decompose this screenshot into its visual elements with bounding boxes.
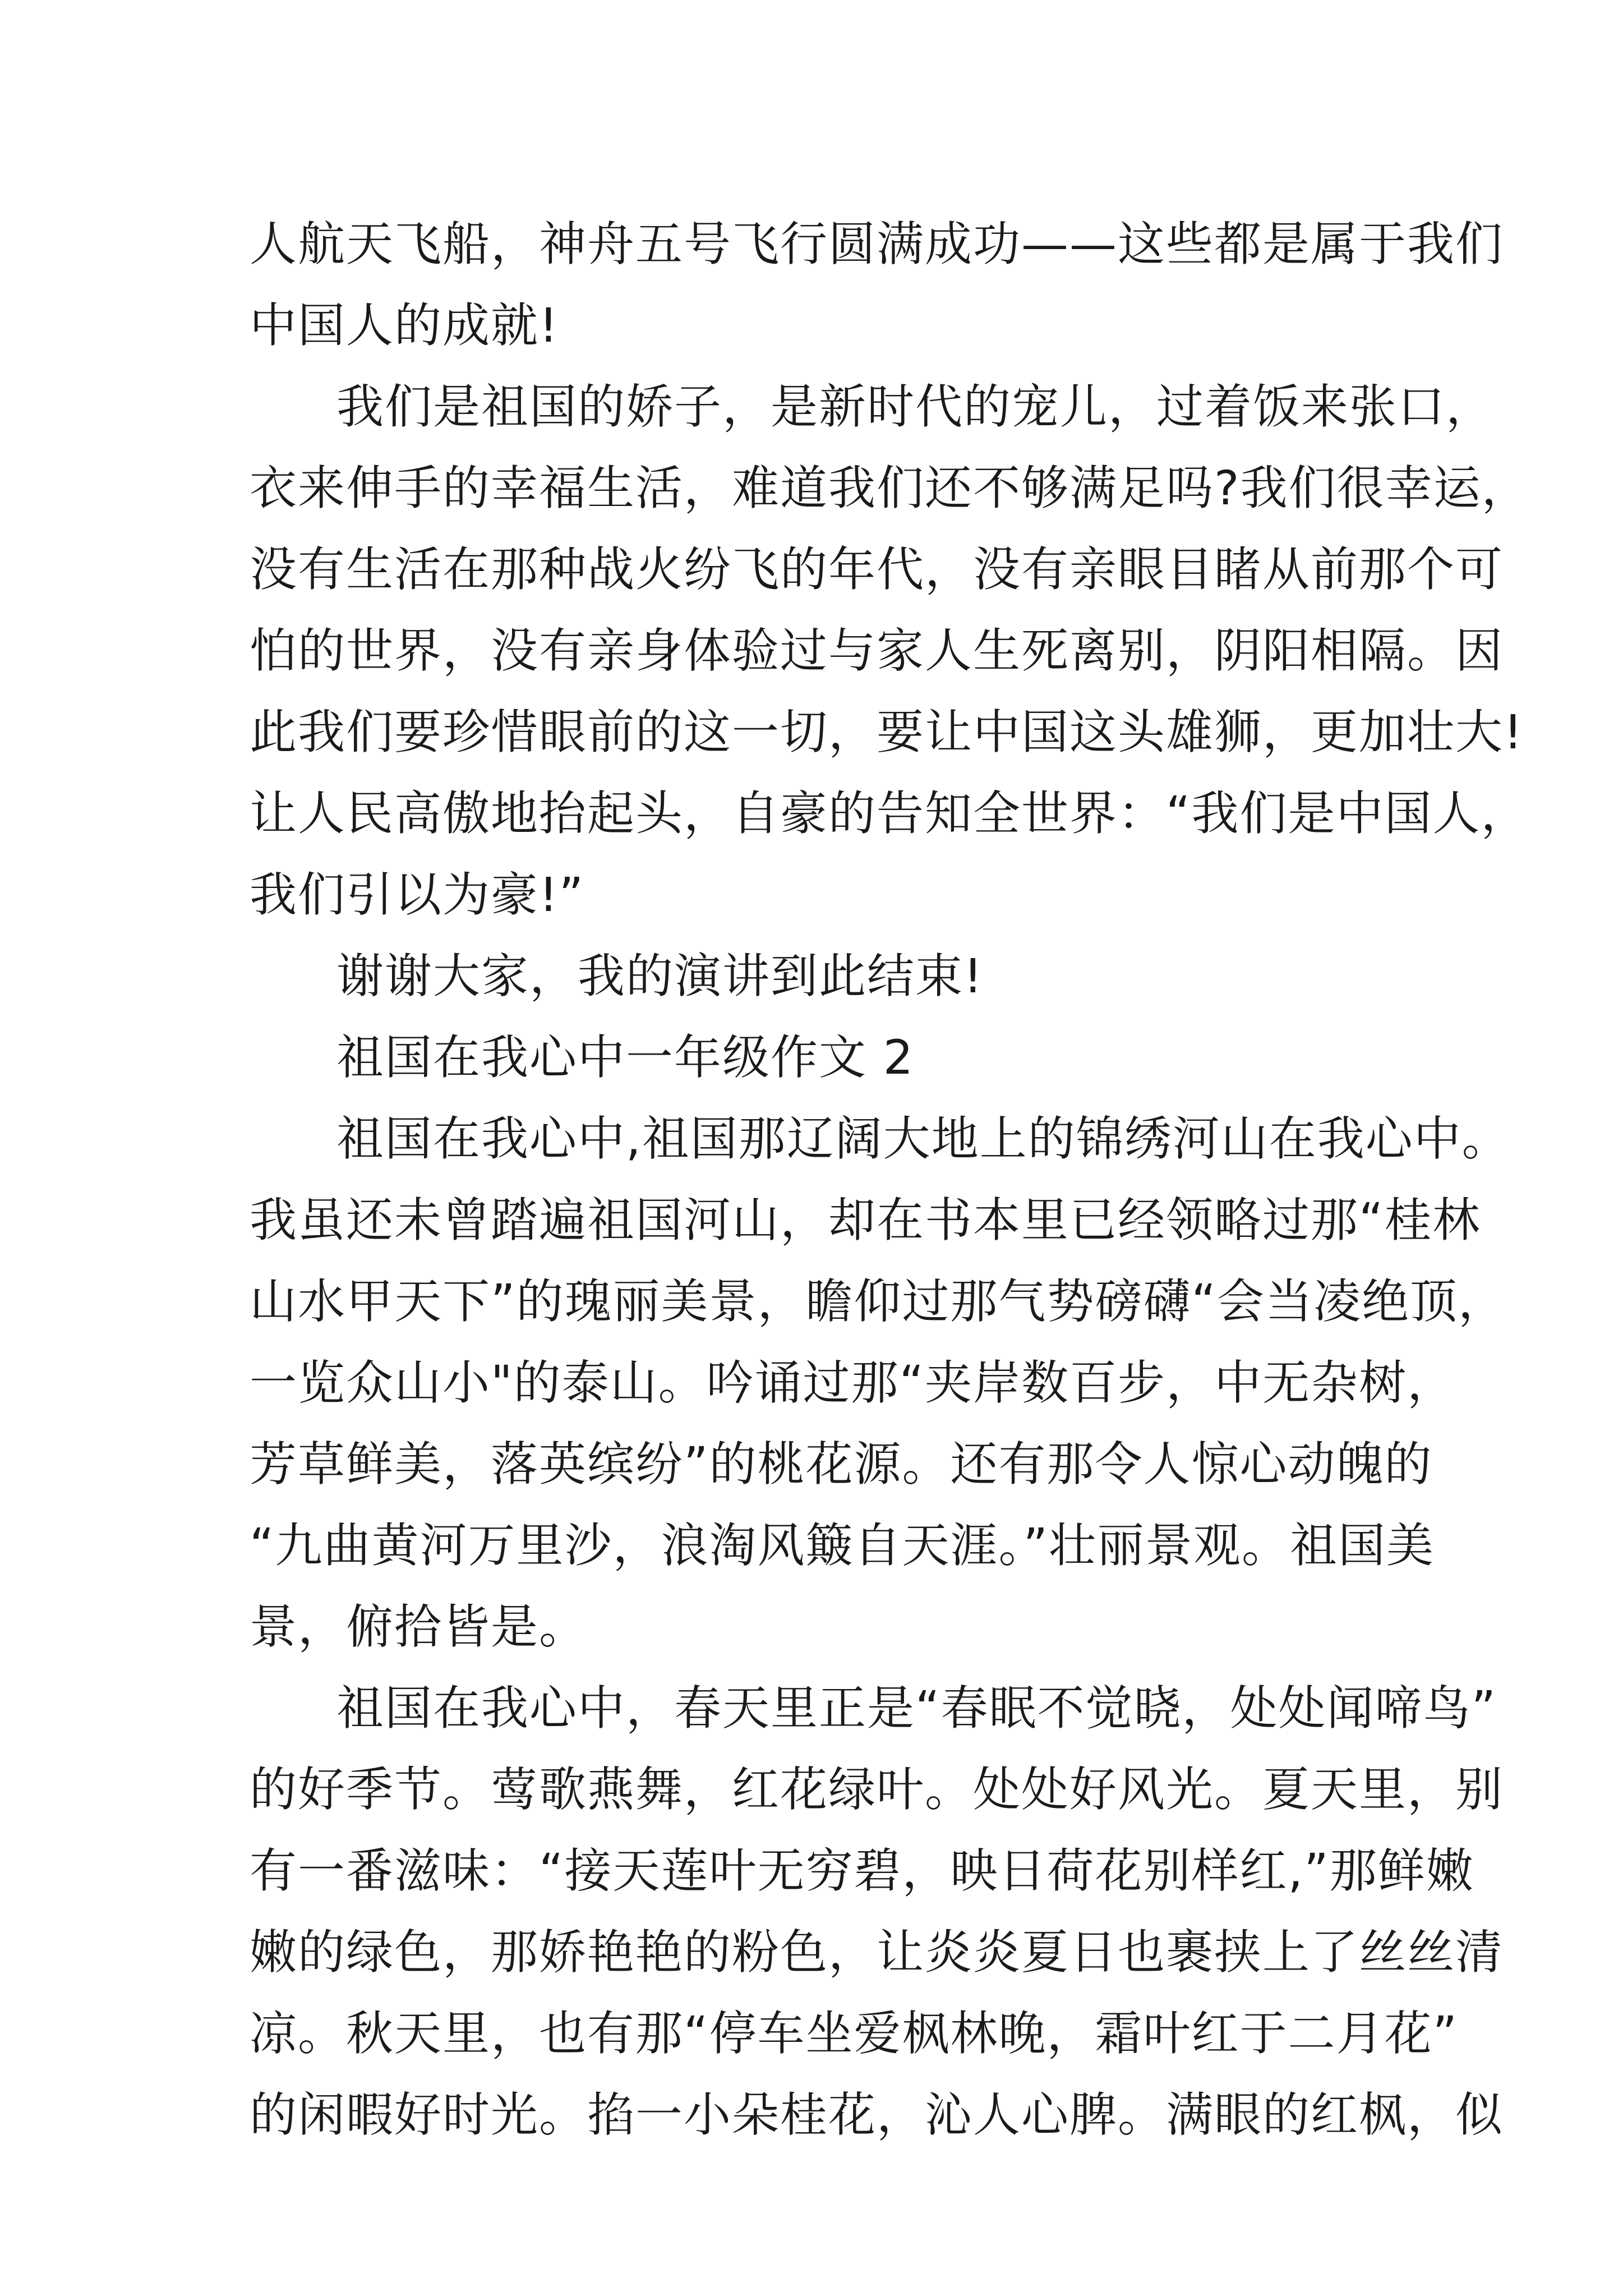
text-line: “九曲黄河万里沙，浪淘风簸自天涯。”壮丽景观。祖国美 (250, 1518, 1435, 1573)
text-line: 人航天飞船，神舟五号飞行圆满成功——这些都是属于我们 (250, 217, 1504, 272)
text-line: 让人民高傲地抬起头，自豪的告知全世界：“我们是中国人， (250, 786, 1529, 841)
text-line: 有一番滋味：“接天莲叶无穷碧，映日荷花别样红,”那鲜嫩 (250, 1843, 1474, 1898)
text-line: 怕的世界，没有亲身体验过与家人生死离别，阴阳相隔。因 (250, 623, 1504, 678)
text-line: 此我们要珍惜眼前的这一切，要让中国这头雄狮，更加壮大! (250, 705, 1524, 760)
text-line: 没有生活在那种战火纷飞的年代，没有亲眼目睹从前那个可 (250, 542, 1504, 597)
paragraph-start-line: 我们是祖国的娇子，是新时代的宠儿，过着饭来张口， (336, 379, 1495, 434)
text-line: 我虽还未曾踏遍祖国河山，却在书本里已经领略过那“桂林 (250, 1193, 1481, 1248)
text-line: 中国人的成就! (250, 298, 559, 353)
text-line: 芳草鲜美，落英缤纷”的桃花源。还有那令人惊心动魄的 (250, 1437, 1433, 1492)
paragraph-start-line: 祖国在我心中,祖国那辽阔大地上的锦绣河山在我心中。 (336, 1111, 1510, 1166)
paragraph-start-line: 谢谢大家，我的演讲到此结束! (336, 949, 984, 1004)
paragraph-start-line: 祖国在我心中，春天里正是“春眠不觉晓，处处闻啼鸟” (336, 1681, 1497, 1736)
text-line: 凉。秋天里，也有那“停车坐爱枫林晚，霜叶红于二月花” (250, 2006, 1459, 2061)
section-heading: 祖国在我心中一年级作文 2 (336, 1030, 915, 1085)
text-line: 我们引以为豪!” (250, 867, 585, 922)
text-line: 衣来伸手的幸福生活，难道我们还不够满足吗?我们很幸运， (250, 461, 1530, 516)
text-line: 景，俯拾皆是。 (250, 1599, 588, 1654)
text-line: 嫩的绿色，那娇艳艳的粉色，让炎炎夏日也裹挟上了丝丝清 (250, 1925, 1504, 1980)
text-line: 的好季节。莺歌燕舞，红花绿叶。处处好风光。夏天里，别 (250, 1762, 1504, 1817)
text-line: 一览众山小"的泰山。吟诵过那“夹岸数百步，中无杂树， (250, 1355, 1456, 1410)
text-line: 山水甲天下”的瑰丽美景，瞻仰过那气势磅礴“会当凌绝顶， (250, 1274, 1507, 1329)
text-line: 的闲暇好时光。掐一小朵桂花，沁人心脾。满眼的红枫，似 (250, 2087, 1504, 2142)
